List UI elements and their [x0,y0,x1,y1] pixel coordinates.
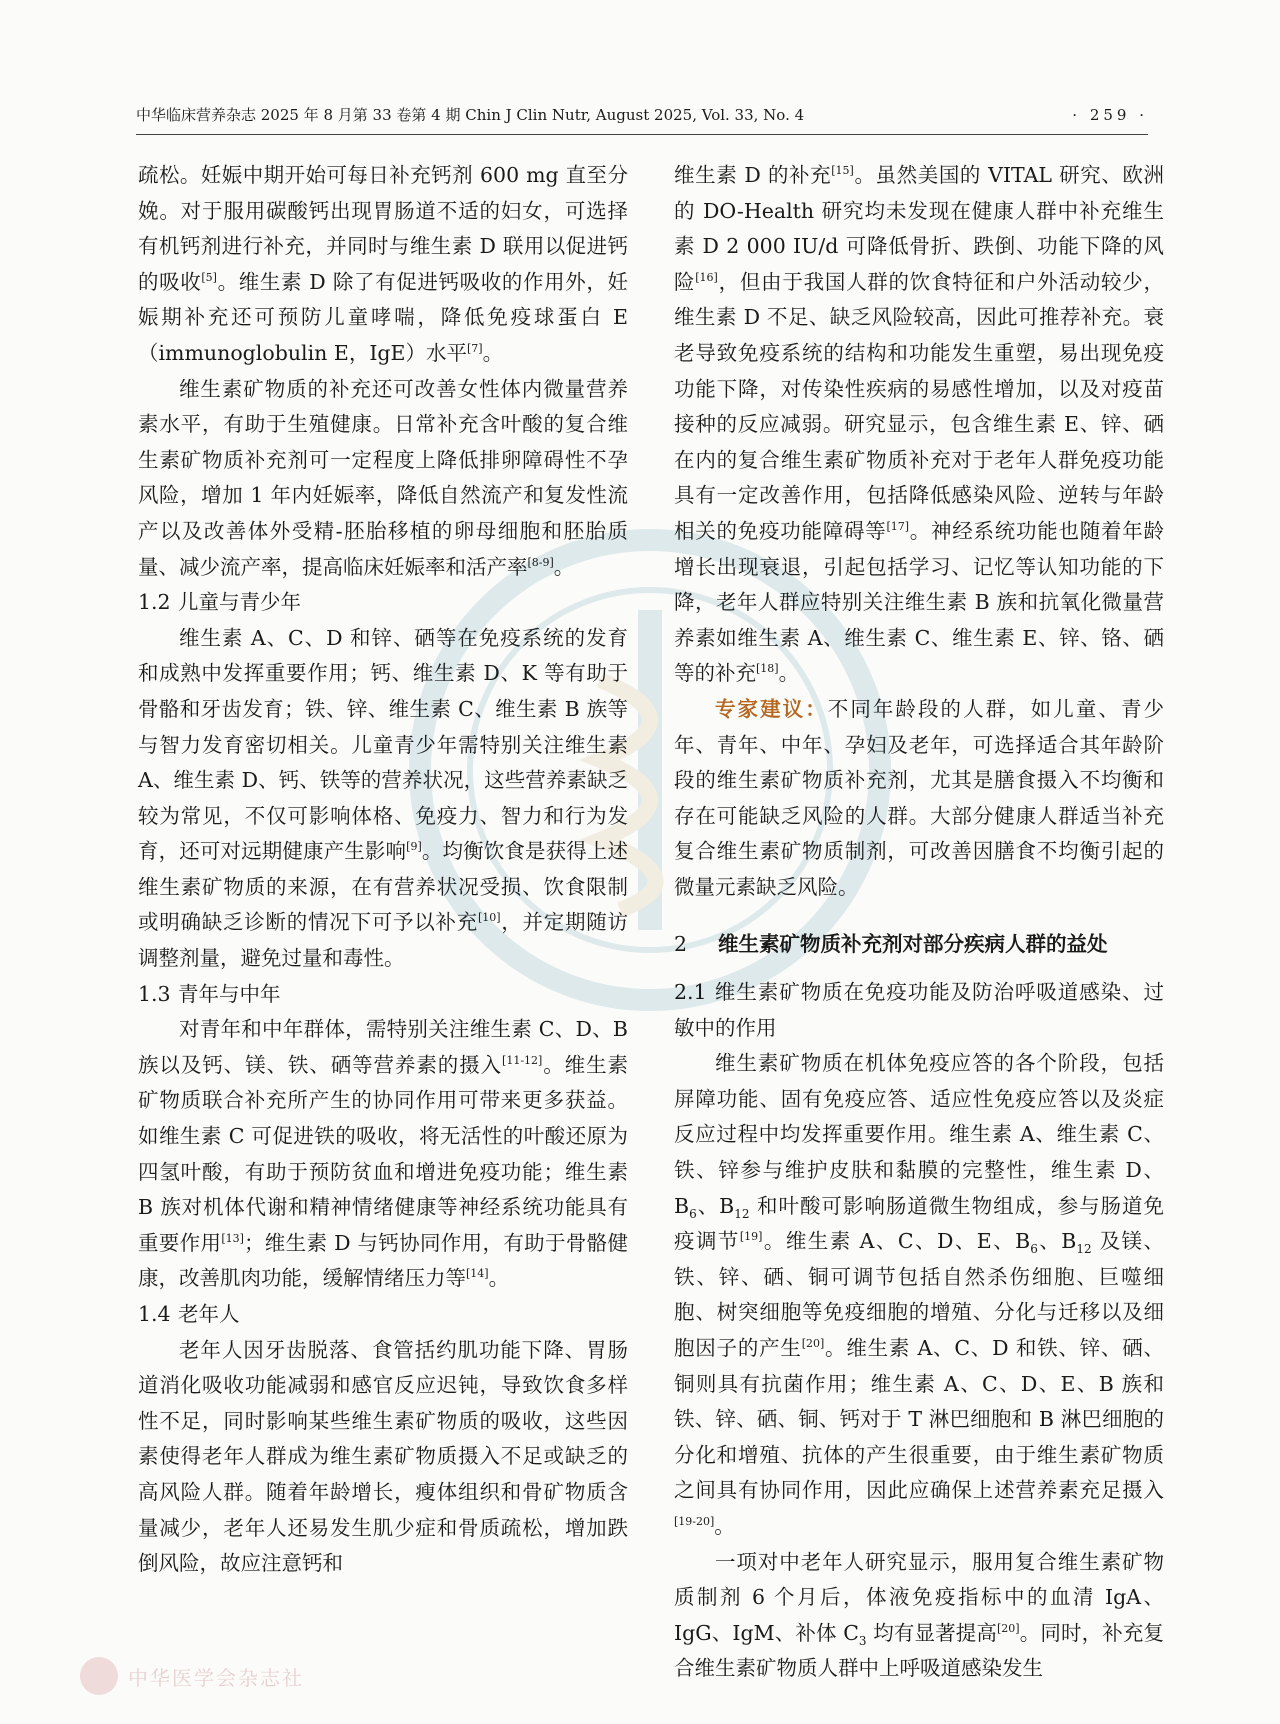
publisher-logo-icon [80,1657,118,1695]
expert-advice: 专家建议：不同年龄段的人群，如儿童、青少年、青年、中年、孕妇及老年，可选择适合其年龄阶段的维生素矿物质补充剂，尤其是膳食摄入不均衡和存在可能缺乏风险的人群。大部分健康人群适当补充复合维生素矿物质制剂，可改善因膳食不均衡引起的微量元素缺乏风险。 [674,696,1165,899]
expert-advice-label: 专家建议： [715,696,828,721]
paragraph: 老年人因牙齿脱落、食管括约肌功能下降、胃肠道消化吸收功能减弱和感官反应迟钝，导致饮食多样性不足，同时影响某些维生素矿物质的吸收，这些因素使得老年人群成为维生素矿物质摄入不足或缺乏的高风险人群。随着年龄增长，瘦体组织和骨矿物质含量减少，老年人还易发生肌少症和骨质疏松，增加跌倒风险，故应注意钙和 [138,1337,628,1576]
paragraph: 一项对中老年人研究显示，服用复合维生素矿物质制剂 6 个月后，体液免疫指标中的血清 IgA、IgG、IgM、补体 $C_3$ 均有显著提高[20]。同时，补充复合维生素矿物质人群中上呼吸道感染发生 [674,1549,1164,1681]
paragraph: 疏松。妊娠中期开始可每日补充钙剂 600 mg 直至分娩。对于服用碳酸钙出现胃肠道不适的妇女，可选择有机钙剂进行补充，并同时与维生素 D 联用以促进钙的吸收[5]。维生素 D 除了有促进钙吸收的作用外，妊娠期补充还可预防儿童哮喘，降低免疫球蛋白 E（immunoglobulin E，IgE）水平[7]。 [138,163,629,365]
paragraph: 对青年和中年群体，需特别关注维生素 C、D、B 族以及钙、镁、铁、硒等营养素的摄入[11-12]。维生素矿物质联合补充所产生的协同作用可带来更多获益。如维生素 C 可促进铁的吸收，将无活性的叶酸还原为四氢叶酸，有助于预防贫血和增进免疫功能；维生素 B 族对机体代谢和精神情绪健康等神经系统功能具有重要作用[13]；维生素 D 与钙协同作用，有助于骨骼健康，改善肌肉功能，缓解情绪压力等[14]。 [138,1017,629,1291]
running-head [136,104,1148,135]
publisher-name: 中华医学会杂志社 [128,1665,304,1690]
publisher-watermark [80,1656,600,1696]
section-heading-2: 2 维生素矿物质补充剂对部分疾病人群的益处 [674,932,1108,957]
right-column [674,158,1164,1687]
section-heading-2-1: 2.1 维生素矿物质在免疫功能及防治呼吸道感染、过敏中的作用 [674,980,1164,1040]
left-column [138,158,628,1582]
paragraph: 维生素矿物质在机体免疫应答的各个阶段，包括屏障功能、固有免疫应答、适应性免疫应答以及炎症反应过程中均发挥重要作用。维生素 A、维生素 C、铁、锌参与维护皮肤和黏膜的完整性，维生素 D、$B_6$、$B_{12}$ 和叶酸可影响肠道微生物组成，参与肠道免疫调节[19]。维生素 A、C、D、E、$B_6$、$B_{12}$ 及镁、铁、锌、硒、铜可调节包括自然杀伤细胞、巨噬细胞、树突细胞等免疫细胞的增殖、分化与迁移以及细胞因子的产生[20]。维生素 A、C、D 和铁、锌、硒、铜则具有抗菌作用；维生素 A、C、D、E、B 族和铁、锌、硒、铜、钙对于 T 淋巴细胞和 B 淋巴细胞的分化和增殖、抗体的产生很重要，由于维生素矿物质之间具有协同作用，因此应确保上述营养素充足摄入[19-20]。 [674,1051,1164,1538]
section-heading-1-3: 1.3 青年与中年 [138,981,281,1006]
section-heading-1-4: 1.4 老年人 [138,1302,240,1326]
paragraph: 维生素 A、C、D 和锌、硒等在免疫系统的发育和成熟中发挥重要作用；钙、维生素 D、K 等有助于骨骼和牙齿发育；铁、锌、维生素 C、维生素 B 族等与智力发育密切相关。儿童青少年需特别关注维生素 A、维生素 D、钙、铁等的营养状况，这些营养素缺乏较为常见，不仅可影响体格、免疫力、智力和行为发育，还可对远期健康产生影响[9]。均衡饮食是获得上述维生素矿物质的来源，在有营养状况受损、饮食限制或明确缺乏诊断的情况下可予以补充[10]，并定期随访调整剂量，避免过量和毒性。 [138,625,629,971]
paragraph: 维生素 D 的补充[15]。虽然美国的 VITAL 研究、欧洲的 DO-Health 研究均未发现在健康人群中补充维生素 D 2 000 IU/d 可降低骨折、跌倒、功能下降的风险[16]，但由于我国人群的饮食特征和户外活动较少，维生素 D 不足、缺乏风险较高，因此可推荐补充。衰老导致免疫系统的结构和功能发生重塑，易出现免疫功能下降，对传染性疾病的易感性增加，以及对疫苗接种的反应减弱。研究显示，包含维生素 E、锌、硒在内的复合维生素矿物质补充对于老年人群免疫功能具有一定改善作用，包括降低感染风险、逆转与年龄相关的免疫功能障碍等[17]。神经系统功能也随着年龄增长出现衰退，引起包括学习、记忆等认知功能的下降，老年人群应特别关注维生素 B 族和抗氧化微量营养素如维生素 A、维生素 C、维生素 E、锌、铬、硒等的补充[18]。 [674,163,1165,686]
section-heading-1-2: 1.2 儿童与青少年 [138,590,301,615]
paragraph: 维生素矿物质的补充还可改善女性体内微量营养素水平，有助于生殖健康。日常补充含叶酸的复合维生素矿物质补充剂可一定程度上降低排卵障碍性不孕风险，增加 1 年内妊娠率，降低自然流产和复发性流产以及改善体外受精-胚胎移植的卵母细胞和胚胎质量、减少流产率，提高临床妊娠率和活产率[8-9]。 [138,376,628,579]
page-number: · 259 · [1072,106,1148,124]
journal-citation: 中华临床营养杂志 2025 年 8 月第 33 卷第 4 期 Chin J Clin Nutr, August 2025, Vol. 33, No. 4 [136,106,805,124]
